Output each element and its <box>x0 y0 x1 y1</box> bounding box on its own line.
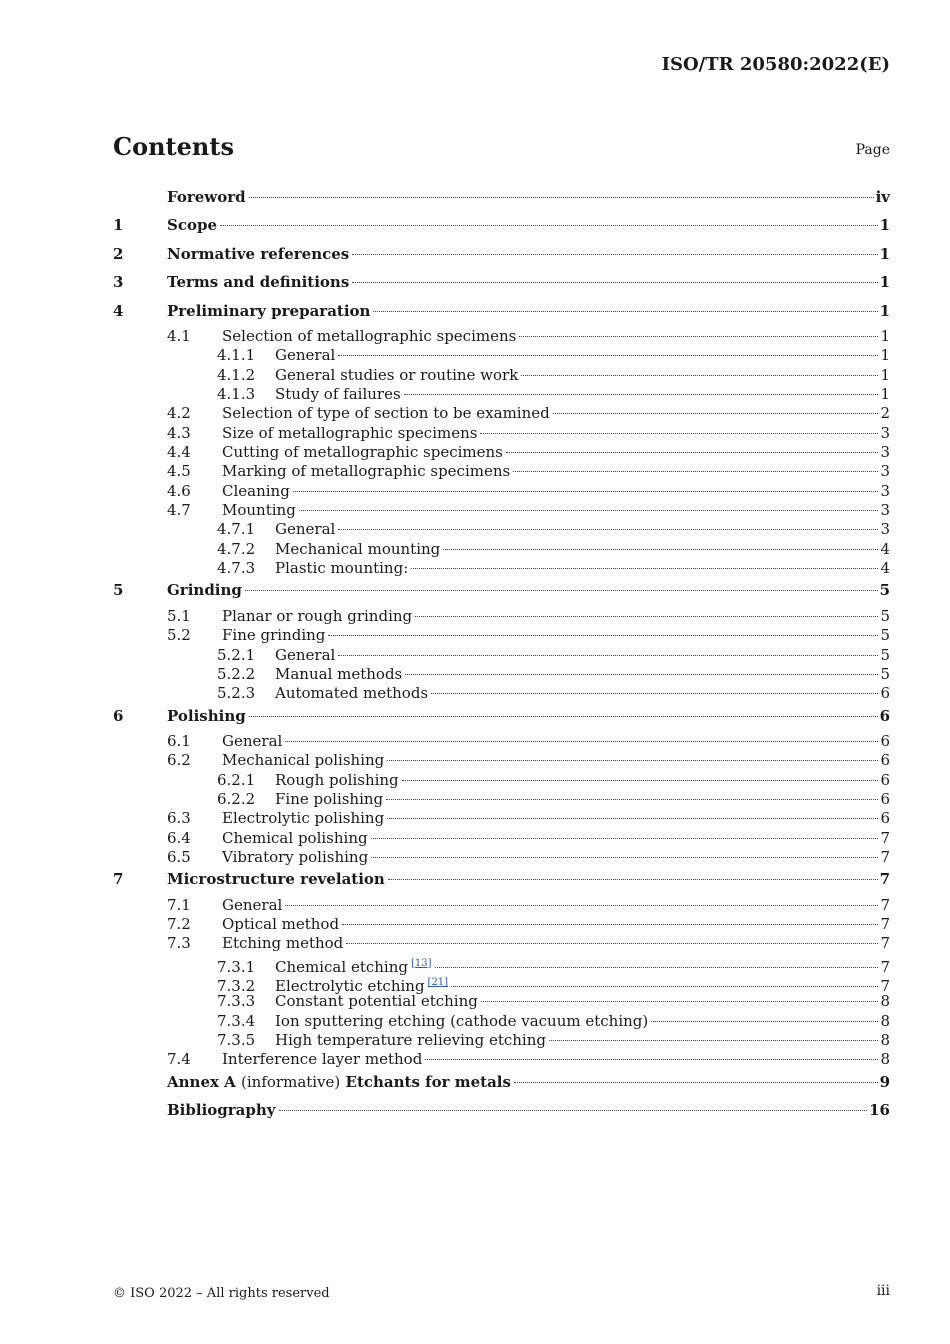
toc-entry-number: 7.3.2 <box>217 977 256 996</box>
toc-entry-page: 6 <box>880 731 890 750</box>
toc-entry-title <box>222 404 550 423</box>
toc-entry-number: 4.1.3 <box>217 384 256 403</box>
toc-entry-number: 6.2 <box>167 751 191 770</box>
toc-entry-title-text: Etching method <box>222 934 344 953</box>
page-column-label: Page <box>855 142 890 158</box>
toc-entry-title-text: Mechanical mounting <box>275 539 441 558</box>
toc-entry-page: 8 <box>880 1031 890 1050</box>
toc-entry-page: 5 <box>880 645 890 664</box>
toc-entry-number: 5.2.3 <box>217 684 256 703</box>
toc-entry-title-text: Automated methods <box>275 684 429 703</box>
toc-entry-title-text: Bibliography <box>167 1101 276 1120</box>
toc-entry-number: 4.1 <box>167 326 191 345</box>
toc-entry[interactable] <box>113 915 890 934</box>
toc-entry-title-text: Preliminary preparation <box>167 301 371 320</box>
toc-entry-page: 3 <box>880 462 890 481</box>
dot-leader <box>342 924 878 925</box>
toc-entry-title-text: Foreword <box>167 188 246 206</box>
toc-entry-page: 5 <box>880 626 890 645</box>
toc-entry-number: 6.2.1 <box>217 770 256 789</box>
toc-entry[interactable] <box>113 732 890 751</box>
toc-entry-number: 4.1.1 <box>217 346 256 365</box>
toc-entry-title-text: Fine polishing <box>275 789 384 808</box>
toc-entry[interactable] <box>113 404 890 423</box>
toc-entry-number: 2 <box>113 244 124 263</box>
toc-entry-page: 1 <box>879 244 890 263</box>
toc-entry-page: 7 <box>880 895 890 914</box>
toc-entry-page: 5 <box>879 581 890 600</box>
table-of-contents <box>113 185 890 1127</box>
toc-entry-page: 1 <box>880 365 890 384</box>
toc-entry-title-text: Selection of type of section to be examined <box>222 404 550 423</box>
toc-entry-title-text: Cutting of metallographic specimens <box>222 443 503 462</box>
dot-leader <box>285 741 878 742</box>
toc-entry-number: 7.3.5 <box>217 1031 256 1050</box>
toc-entry-title <box>222 327 516 346</box>
toc-entry-number: 4.1.2 <box>217 365 256 384</box>
toc-entry-title-text: Electrolytic polishing <box>222 809 385 828</box>
toc-entry[interactable] <box>113 327 890 346</box>
toc-entry-title <box>222 809 384 828</box>
toc-entry[interactable] <box>113 809 890 828</box>
toc-entry[interactable] <box>113 559 890 578</box>
dot-leader <box>481 1001 879 1002</box>
toc-entry-title <box>275 540 440 559</box>
toc-entry-page: 3 <box>880 520 890 539</box>
dot-leader <box>521 375 878 376</box>
toc-entry-number: 7.3.3 <box>217 992 256 1011</box>
toc-entry-number: 5.1 <box>167 606 191 625</box>
dot-leader <box>404 394 879 395</box>
toc-entry-page: 6 <box>880 789 890 808</box>
toc-entry[interactable] <box>113 867 890 895</box>
toc-entry-title <box>275 646 335 665</box>
toc-entry-title-text: General <box>275 645 336 664</box>
toc-entry-title-text: Optical method <box>222 915 340 934</box>
toc-entry-number: 7.4 <box>167 1050 191 1069</box>
dot-leader <box>443 549 878 550</box>
toc-entry-number: 6.5 <box>167 847 191 866</box>
toc-entry-number: 5.2 <box>167 626 191 645</box>
toc-entry-title <box>222 848 368 867</box>
dot-leader <box>514 1082 878 1083</box>
dot-leader <box>346 943 878 944</box>
toc-entry-number: 6.3 <box>167 809 191 828</box>
toc-entry-page: 1 <box>880 384 890 403</box>
toc-entry-page: 7 <box>879 870 890 889</box>
toc-entry-page: 1 <box>880 346 890 365</box>
dot-leader <box>415 616 878 617</box>
toc-entry-number: 4.7.2 <box>217 539 256 558</box>
toc-entry-title <box>222 751 384 770</box>
toc-entry-title-text: Grinding <box>167 581 242 600</box>
toc-entry-page: 3 <box>880 481 890 500</box>
toc-entry-title-text: Scope <box>167 216 218 235</box>
toc-entry-title-text: Marking of metallographic specimens <box>222 462 511 481</box>
toc-entry[interactable] <box>113 213 890 241</box>
toc-entry[interactable] <box>113 896 890 915</box>
dot-leader <box>373 311 877 312</box>
toc-entry-title-text: Constant potential etching <box>275 992 478 1011</box>
toc-entry-number: 4.5 <box>167 462 191 481</box>
toc-entry-title-text: Terms and definitions <box>167 273 350 292</box>
toc-entry[interactable] <box>113 366 890 385</box>
toc-entry[interactable] <box>113 992 890 1011</box>
toc-entry-title <box>275 684 428 703</box>
dot-leader <box>549 1040 878 1041</box>
toc-entry-title-text: Ion sputtering etching (cathode vacuum etching) <box>275 1011 649 1030</box>
toc-entry-number: 4.3 <box>167 423 191 442</box>
dot-leader <box>245 590 878 591</box>
toc-entry[interactable] <box>113 270 890 298</box>
toc-entry-page: 1 <box>880 326 890 345</box>
toc-entry[interactable] <box>113 443 890 462</box>
toc-entry-title-text: Vibratory polishing <box>222 847 369 866</box>
toc-entry-page: 6 <box>880 751 890 770</box>
toc-entry[interactable] <box>113 829 890 848</box>
toc-entry-number: 4 <box>113 301 124 320</box>
dot-leader <box>388 879 878 880</box>
toc-entry[interactable] <box>113 665 890 684</box>
toc-entry-title <box>222 732 282 751</box>
toc-entry-title <box>275 346 335 365</box>
dot-leader <box>553 413 879 414</box>
toc-entry-title <box>275 665 402 684</box>
copyright-notice: © ISO 2022 – All rights reserved <box>113 1286 330 1301</box>
toc-entry-title <box>167 704 246 728</box>
toc-entry-title <box>167 270 349 294</box>
toc-entry[interactable] <box>113 790 890 809</box>
toc-entry-title <box>167 578 242 602</box>
toc-entry[interactable] <box>113 185 890 213</box>
dot-leader <box>352 254 877 255</box>
toc-entry-title-text: Chemical polishing <box>222 828 368 847</box>
dot-leader <box>451 986 878 987</box>
toc-entry-number: 6.4 <box>167 828 191 847</box>
dot-leader <box>435 967 879 968</box>
toc-entry-page: 7 <box>880 828 890 847</box>
toc-entry-title-text: Polishing <box>167 706 246 725</box>
dot-leader <box>431 693 878 694</box>
dot-leader <box>387 760 878 761</box>
toc-entry-number: 7 <box>113 870 124 889</box>
toc-entry-title-text: General <box>222 895 283 914</box>
toc-entry-title-text: Mounting <box>222 501 296 520</box>
toc-entry-title-text: Normative references <box>167 244 350 263</box>
toc-entry-title <box>222 829 368 848</box>
toc-entry-title <box>222 482 290 501</box>
toc-entry-title <box>222 607 412 626</box>
dot-leader <box>338 655 878 656</box>
toc-entry-title <box>275 520 335 539</box>
toc-entry-title-text: Planar or rough grinding <box>222 606 413 625</box>
toc-entry-page: 4 <box>880 539 890 558</box>
toc-entry[interactable] <box>113 385 890 404</box>
toc-entry-title <box>275 790 383 809</box>
toc-entry[interactable] <box>113 578 890 606</box>
dot-leader <box>352 282 877 283</box>
toc-entry-title-text: General <box>222 731 283 750</box>
toc-entry-title <box>222 443 503 462</box>
dot-leader <box>249 197 874 198</box>
toc-entry[interactable] <box>113 1012 890 1031</box>
toc-entry-number: 7.3.1 <box>217 957 256 976</box>
toc-entry[interactable] <box>113 540 890 559</box>
toc-entry-title-text: General studies or routine work <box>275 365 519 384</box>
toc-entry-title-text: Rough polishing <box>275 770 399 789</box>
toc-entry-title <box>275 771 399 790</box>
toc-entry-page: 1 <box>879 273 890 292</box>
toc-entry-page: 7 <box>880 977 890 996</box>
dot-leader <box>387 818 878 819</box>
toc-entry-number: 6.2.2 <box>217 789 256 808</box>
toc-entry-title-text: Size of metallographic specimens <box>222 423 478 442</box>
toc-entry-title-text: Plastic mounting: <box>275 559 409 578</box>
toc-entry-number: 4.7.1 <box>217 520 256 539</box>
toc-entry-page: 7 <box>880 957 890 976</box>
toc-entry-page: 9 <box>879 1072 890 1091</box>
toc-entry-page: 3 <box>880 423 890 442</box>
dot-leader <box>411 568 878 569</box>
toc-entry[interactable] <box>113 1070 890 1098</box>
toc-entry[interactable] <box>113 684 890 703</box>
toc-entry[interactable] <box>113 848 890 867</box>
toc-entry-title-text: Cleaning <box>222 481 290 500</box>
toc-entry-title-text: Microstructure revelation <box>167 870 385 889</box>
toc-entry-page: 3 <box>880 443 890 462</box>
toc-entry-title <box>275 1031 546 1050</box>
dot-leader <box>480 433 878 434</box>
toc-entry-page: 8 <box>880 992 890 1011</box>
toc-entry[interactable] <box>113 462 890 481</box>
toc-entry-number: 6.1 <box>167 731 191 750</box>
toc-entry-title <box>275 385 401 404</box>
toc-entry-title <box>222 626 325 645</box>
toc-entry-page: 5 <box>880 606 890 625</box>
page-title: Contents <box>113 132 234 161</box>
dot-leader <box>513 471 878 472</box>
toc-entry[interactable] <box>113 520 890 539</box>
dot-leader <box>425 1059 878 1060</box>
toc-entry-title-text: High temperature relieving etching <box>275 1031 546 1050</box>
toc-entry-number: 6 <box>113 706 124 725</box>
toc-entry-number: 7.3 <box>167 934 191 953</box>
toc-entry[interactable] <box>113 607 890 626</box>
toc-entry[interactable] <box>113 751 890 770</box>
toc-entry-page: 1 <box>879 216 890 235</box>
toc-entry-title <box>167 867 385 891</box>
dot-leader <box>249 716 878 717</box>
toc-entry-number: 5.2.2 <box>217 664 256 683</box>
toc-entry-number: 1 <box>113 216 124 235</box>
toc-entry-title <box>275 366 518 385</box>
toc-entry-number: 4.4 <box>167 443 191 462</box>
toc-entry-title <box>222 462 510 481</box>
toc-entry[interactable] <box>113 626 890 645</box>
toc-entry-title <box>222 424 477 443</box>
dot-leader <box>285 905 878 906</box>
toc-entry[interactable] <box>113 482 890 501</box>
toc-entry-page: 8 <box>880 1050 890 1069</box>
dot-leader <box>506 452 879 453</box>
toc-entry-number: 7.3.4 <box>217 1011 256 1030</box>
toc-entry-page: 6 <box>880 770 890 789</box>
toc-entry-number: 4.2 <box>167 404 191 423</box>
dot-leader <box>328 635 878 636</box>
toc-entry[interactable] <box>113 299 890 327</box>
annex-qualifier: (informative) <box>241 1072 341 1091</box>
toc-entry-number: 7.1 <box>167 895 191 914</box>
toc-entry[interactable] <box>113 1031 890 1050</box>
toc-entry-page: 2 <box>880 404 890 423</box>
dot-leader <box>386 799 878 800</box>
toc-entry-title-text: General <box>275 520 336 539</box>
annex-title: Etchants for metals <box>345 1072 511 1091</box>
toc-entry-page: 7 <box>880 915 890 934</box>
toc-entry-title-text: Fine grinding <box>222 626 326 645</box>
toc-entry-title <box>167 185 246 209</box>
toc-entry-title <box>222 896 282 915</box>
toc-entry-number: 5.2.1 <box>217 645 256 664</box>
toc-entry[interactable] <box>113 242 890 270</box>
toc-entry-title <box>167 1098 276 1122</box>
toc-entry-title-text: Study of failures <box>275 384 401 403</box>
toc-entry-page: 5 <box>880 664 890 683</box>
toc-entry-page: 8 <box>880 1011 890 1030</box>
toc-entry-number: 3 <box>113 273 124 292</box>
toc-entry-title-text: Mechanical polishing <box>222 751 385 770</box>
citation-link[interactable]: [13] <box>410 957 432 969</box>
toc-entry-page: 7 <box>880 934 890 953</box>
dot-leader <box>279 1110 868 1111</box>
toc-entry-title <box>222 934 343 953</box>
toc-entry-number: 5 <box>113 581 124 600</box>
toc-entry[interactable] <box>113 934 890 953</box>
dot-leader <box>299 510 879 511</box>
toc-entry-page: iv <box>875 188 890 206</box>
dot-leader <box>371 857 878 858</box>
toc-entry-page: 6 <box>880 809 890 828</box>
toc-entry-title <box>222 501 296 520</box>
toc-entry[interactable] <box>113 1050 890 1069</box>
dot-leader <box>519 336 878 337</box>
dot-leader <box>405 674 878 675</box>
toc-entry-page: 3 <box>880 501 890 520</box>
dot-leader <box>338 529 878 530</box>
toc-entry[interactable] <box>113 973 890 996</box>
toc-entry-page: 6 <box>880 684 890 703</box>
toc-entry-title <box>167 299 370 323</box>
dot-leader <box>220 225 878 226</box>
toc-entry-title <box>275 559 408 578</box>
toc-entry-title <box>275 992 478 1011</box>
toc-entry-title <box>275 1012 648 1031</box>
citation-link[interactable]: [21] <box>427 977 449 989</box>
toc-entry-title-text: General <box>275 346 336 365</box>
toc-entry-number: 4.7 <box>167 501 191 520</box>
dot-leader <box>371 838 879 839</box>
toc-entry-number: 7.2 <box>167 915 191 934</box>
dot-leader <box>293 491 879 492</box>
toc-entry-title <box>167 242 349 266</box>
toc-entry-title-text: Manual methods <box>275 664 403 683</box>
toc-entry-title <box>222 915 339 934</box>
dot-leader <box>402 780 879 781</box>
toc-entry[interactable] <box>113 1098 890 1126</box>
dot-leader <box>338 355 878 356</box>
toc-entry-title-text: Chemical etching <box>275 957 408 976</box>
page-number: iii <box>876 1283 890 1299</box>
toc-entry-title <box>167 213 217 237</box>
toc-entry-page: 4 <box>880 559 890 578</box>
toc-entry-number: 4.6 <box>167 481 191 500</box>
toc-entry-title-text: Electrolytic etching <box>275 977 425 996</box>
toc-entry[interactable] <box>113 954 890 976</box>
toc-entry-title <box>222 1050 422 1069</box>
document-code: ISO/TR 20580:2022(E) <box>661 54 890 75</box>
toc-entry-title-text: Interference layer method <box>222 1050 423 1069</box>
toc-entry[interactable] <box>113 646 890 665</box>
toc-entry[interactable] <box>113 424 890 443</box>
toc-entry-number: 4.7.3 <box>217 559 256 578</box>
toc-entry[interactable] <box>113 501 890 520</box>
toc-entry-page: 1 <box>879 301 890 320</box>
dot-leader <box>651 1021 878 1022</box>
toc-entry[interactable] <box>113 771 890 790</box>
toc-entry[interactable] <box>113 346 890 365</box>
toc-entry[interactable] <box>113 704 890 732</box>
toc-entry-title <box>167 1070 511 1094</box>
toc-entry-title-text: Annex A <box>167 1072 236 1091</box>
toc-entry-page: 6 <box>879 706 890 725</box>
toc-entry-page: 7 <box>880 847 890 866</box>
toc-entry-title-text: Selection of metallographic specimens <box>222 326 517 345</box>
toc-entry-page: 16 <box>869 1101 890 1120</box>
